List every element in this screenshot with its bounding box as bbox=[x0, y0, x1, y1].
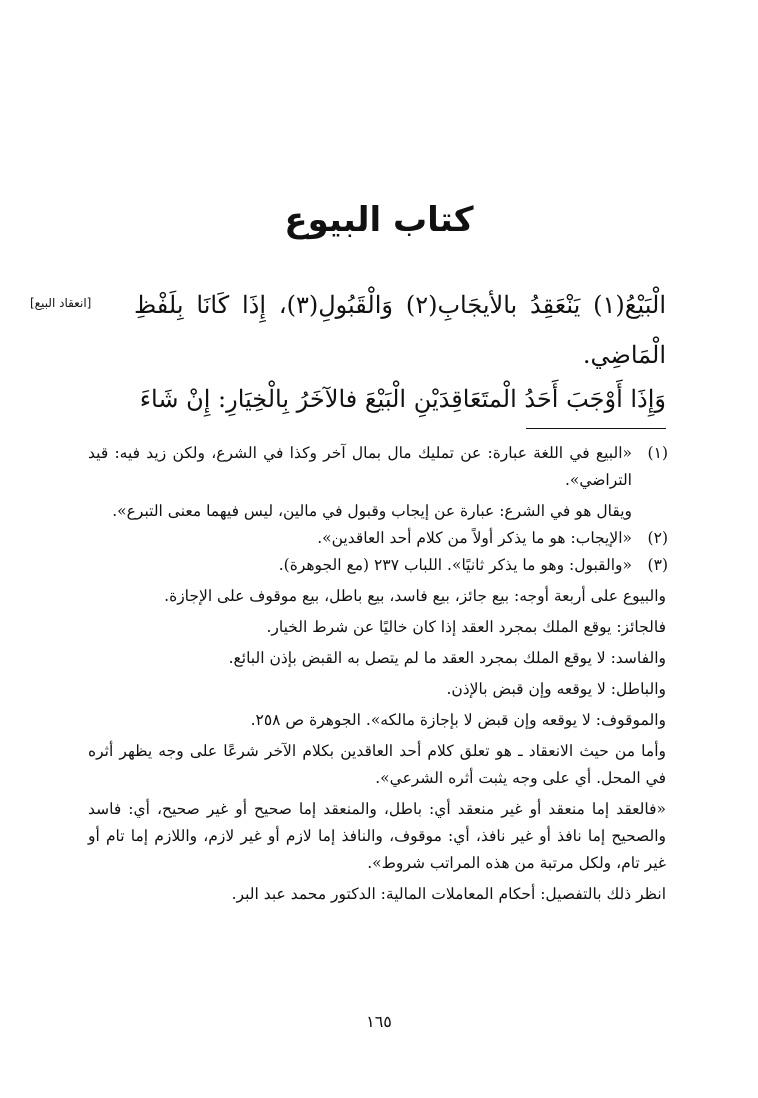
footnote-number: (٢) bbox=[647, 529, 668, 547]
footnote-paragraph: «فالعقد إما منعقد أو غير منعقد أي: باطل، والمنعقد إما صحيح أو غير صحيح، أي: فاسد والصحيح إما نافذ أو غير نافذ، أي: موقوف، والنافذ إما لازم أو غير لازم، واللازم إما تام أو غير تام، ولكل مرتبة من هذه المراتب شروط». bbox=[88, 800, 666, 872]
footnote-paragraph: وأما من حيث الانعقاد ـ هو تعلق كلام أحد العاقدين بكلام الآخر شرعًا على وجه يظهر أثره في المحل. أي على وجه يثبت أثره الشرعي». bbox=[88, 742, 666, 787]
footnote-paragraph: «الإيجاب: هو ما يذكر أولاً من كلام أحد العاقدين». bbox=[317, 529, 632, 547]
footnote-separator bbox=[526, 428, 666, 429]
footnote-3-continued bbox=[88, 583, 666, 908]
footnote-paragraph: والبيوع على أربعة أوجه: بيع جائز، بيع فاسد، بيع باطل، بيع موقوف على الإجازة. bbox=[164, 587, 666, 605]
footnote-number: (٣) bbox=[647, 556, 668, 574]
footnote-2 bbox=[88, 525, 666, 552]
footnote-1 bbox=[88, 440, 666, 525]
page-number: ١٦٥ bbox=[366, 1012, 392, 1031]
main-text-paragraph-2: وَإِذَا أَوْجَبَ أَحَدُ الْمتَعَاقِدَيْنِ الْبَيْعَ فالآخَرُ بِالْخِيَارِ: إِنْ شَاءَ bbox=[139, 385, 666, 413]
footnote-paragraph: «البيع في اللغة عبارة: عن تمليك مال بمال آخر وكذا في الشرع، ولكن زيد فيه: قيد التراضي». bbox=[88, 444, 632, 489]
footnotes-section bbox=[88, 440, 666, 908]
footnote-paragraph: والباطل: لا يوقعه وإن قبض بالإذن. bbox=[446, 680, 666, 698]
footnote-paragraph: والفاسد: لا يوقع الملك بمجرد العقد ما لم يتصل به القبض بإذن البائع. bbox=[228, 649, 666, 667]
footnote-3 bbox=[88, 552, 666, 579]
page-title: كتاب البيوع bbox=[284, 200, 474, 240]
footnote-paragraph: ويقال هو في الشرع: عبارة عن إيجاب وقبول في مالين، ليس فيهما معنى التبرع». bbox=[112, 502, 632, 520]
footnote-paragraph: فالجائز: يوقع الملك بمجرد العقد إذا كان خاليًا عن شرط الخيار. bbox=[266, 618, 666, 636]
margin-note: [انعقاد البيع] bbox=[30, 296, 92, 310]
footnote-paragraph: انظر ذلك بالتفصيل: أحكام المعاملات المالية: الدكتور محمد عبد البر. bbox=[231, 885, 666, 903]
footnote-number: (١) bbox=[647, 444, 668, 462]
footnote-paragraph: والموقوف: لا يوقعه وإن قبض لا بإجازة مالكه». الجوهرة ص ٢٥٨. bbox=[250, 711, 666, 729]
footnote-paragraph: «والقبول: وهو ما يذكر ثانيًا». اللباب ٢٣٧ (مع الجوهرة). bbox=[278, 556, 632, 574]
main-text-paragraph-1: الْبَيْعُ(١) يَنْعَقِدُ بالأيجَابِ(٢) وَالْقَبُولِ(٣)، إِذَا كَانَا بِلَفْظِ الْمَاضِي. bbox=[134, 291, 667, 369]
